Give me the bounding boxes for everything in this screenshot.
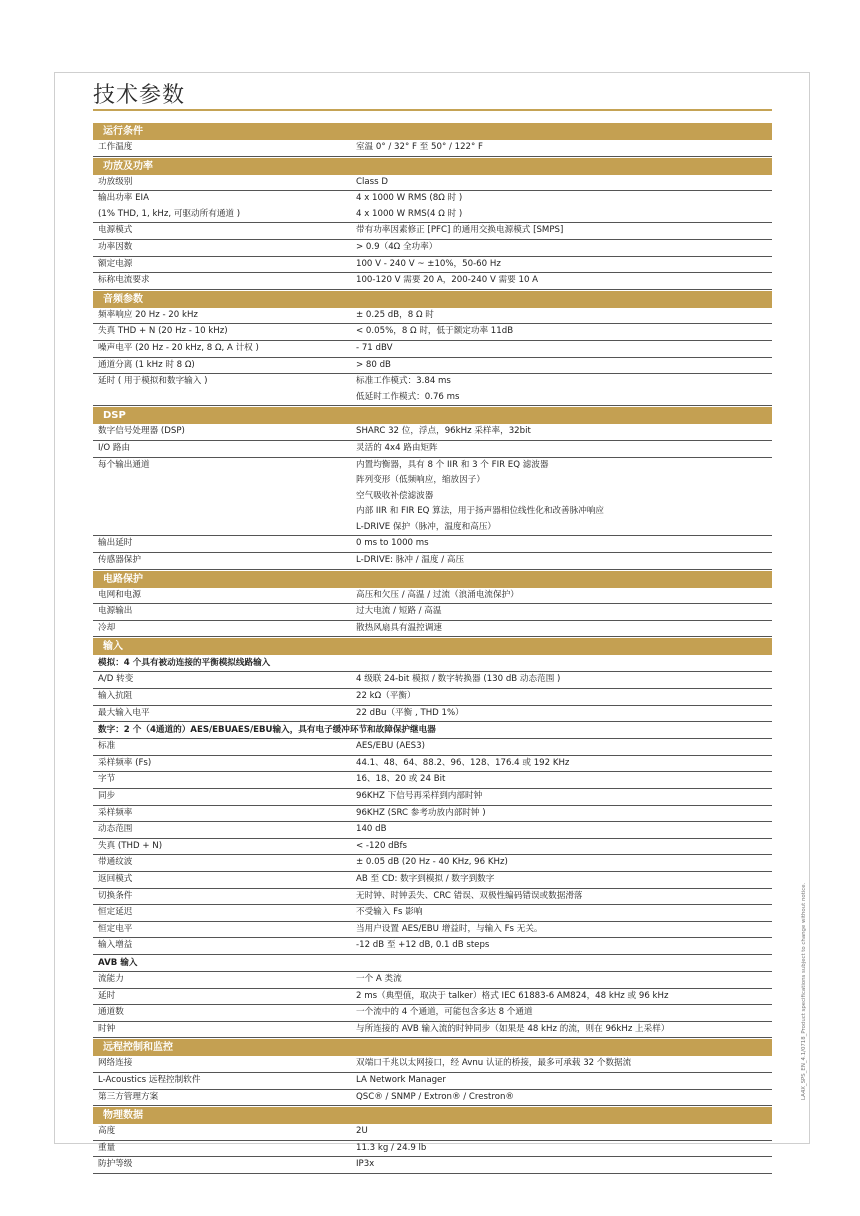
spec-value (356, 922, 772, 938)
spec-value-line: Class D (356, 176, 388, 187)
spec-label-line: 动态范围 (98, 824, 133, 835)
spec-label-line: 恒定电平 (98, 923, 133, 934)
spec-value-line: 140 dB (356, 824, 387, 835)
spec-value-line: 16、18、20 或 24 Bit (356, 774, 446, 785)
spec-row (93, 689, 772, 706)
spec-label-line: 标准 (98, 741, 116, 752)
spec-label (93, 672, 356, 688)
spec-label (93, 989, 356, 1005)
spec-row (93, 839, 772, 856)
spec-value (356, 604, 772, 620)
spec-value-line: AES/EBU (AES3) (356, 741, 425, 752)
spec-value-line: 22 kΩ（平衡） (356, 691, 416, 702)
spec-label-line: 网络连接 (98, 1058, 133, 1069)
spec-row (93, 905, 772, 922)
spec-label-line: 标称电流要求 (98, 275, 150, 286)
spec-value (356, 441, 772, 457)
subsection-header: AVB 输入 (93, 955, 772, 972)
spec-label-line: 失真 (THD + N) (98, 840, 163, 851)
spec-value-line: 4 级联 24-bit 模拟 / 数字转换器 (130 dB 动态范围 ) (356, 674, 561, 685)
spec-label-line: (1% THD, 1, kHz, 可驱动所有通道 ) (98, 208, 241, 219)
spec-value-line: IP3x (356, 1159, 375, 1170)
spec-row (93, 1090, 772, 1107)
spec-value (356, 855, 772, 871)
spec-label-line: 流能力 (98, 973, 124, 984)
spec-row (93, 374, 772, 406)
spec-row (93, 458, 772, 537)
spec-value (356, 536, 772, 552)
spec-label-line: I/O 路由 (98, 442, 131, 453)
spec-row (93, 308, 772, 325)
spec-row (93, 536, 772, 553)
spec-value-line: 低延时工作模式：0.76 ms (356, 391, 460, 402)
spec-label-line: 采样频率 (98, 807, 133, 818)
spec-label-line: 恒定延迟 (98, 907, 133, 918)
spec-value (356, 706, 772, 722)
spec-row (93, 358, 772, 375)
spec-value (356, 872, 772, 888)
spec-label (93, 1073, 356, 1089)
spec-value-line: 与所连接的 AVB 输入流的时钟同步（如果是 48 kHz 的流，则在 96kHz 上采样） (356, 1023, 670, 1034)
spec-value-line: 一个 A 类流 (356, 973, 402, 984)
spec-value-line: 100 V - 240 V ~ ±10%，50-60 Hz (356, 258, 501, 269)
spec-label-line: 功率因数 (98, 241, 133, 252)
spec-value (356, 756, 772, 772)
spec-value-line: 带有功率因素修正 [PFC] 的通用交换电源模式 [SMPS] (356, 225, 564, 236)
spec-label-line: 频率响应 20 Hz - 20 kHz (98, 309, 198, 320)
spec-row (93, 1124, 772, 1141)
spec-label (93, 706, 356, 722)
spec-row (93, 424, 772, 441)
spec-sheet (93, 122, 772, 1174)
spec-value (356, 223, 772, 239)
spec-label (93, 905, 356, 921)
spec-label (93, 839, 356, 855)
spec-label (93, 341, 356, 357)
spec-value-line: < 0.05%，8 Ω 时，低于额定功率 11dB (356, 326, 514, 337)
spec-label-line: 失真 THD + N (20 Hz - 10 kHz) (98, 326, 228, 337)
spec-value-line: 22 dBu（平衡 , THD 1%） (356, 707, 464, 718)
spec-row (93, 191, 772, 223)
spec-value (356, 938, 772, 954)
spec-value (356, 1073, 772, 1089)
spec-value-line: 室温 0° / 32° F 至 50° / 122° F (356, 142, 483, 152)
spec-label-line: 数字信号处理器 (DSP) (98, 426, 185, 437)
spec-row (93, 706, 772, 723)
spec-row (93, 257, 772, 274)
spec-value (356, 806, 772, 822)
spec-label (93, 374, 356, 405)
spec-value (356, 672, 772, 688)
spec-row (93, 273, 772, 290)
spec-label (93, 553, 356, 569)
spec-value (356, 889, 772, 905)
section-header: 远程控制和监控 (93, 1039, 772, 1056)
side-note: LA4X_SPS_EN_4.1/0718_Product specifications subject to change without notice. (801, 882, 807, 1100)
spec-label (93, 972, 356, 988)
spec-row (93, 872, 772, 889)
spec-row (93, 739, 772, 756)
spec-label (93, 441, 356, 457)
spec-label-line: A/D 转变 (98, 674, 134, 685)
spec-label (93, 822, 356, 838)
spec-value-line: 过大电流 / 短路 / 高温 (356, 606, 442, 617)
spec-row (93, 989, 772, 1006)
spec-value-line: 0 ms to 1000 ms (356, 538, 429, 549)
spec-value-line: 一个流中的 4 个通道，可能包含多达 8 个通道 (356, 1007, 533, 1018)
spec-label-line: 延时 ( 用于模拟和数字输入 ) (98, 376, 208, 387)
spec-value (356, 772, 772, 788)
spec-label (93, 358, 356, 374)
spec-value-line: 不受输入 Fs 影响 (356, 907, 423, 918)
spec-value-line: QSC® / SNMP / Extron® / Crestron® (356, 1091, 515, 1102)
spec-row (93, 1141, 772, 1158)
spec-label (93, 872, 356, 888)
spec-value (356, 789, 772, 805)
spec-row (93, 240, 772, 257)
spec-row (93, 938, 772, 955)
spec-label (93, 772, 356, 788)
spec-label (93, 424, 356, 440)
spec-value (356, 458, 772, 536)
spec-row (93, 889, 772, 906)
spec-row (93, 441, 772, 458)
spec-value-line: 2 ms（典型值，取决于 talker）格式 IEC 61883-6 AM824，48 kHz 或 96 kHz (356, 990, 669, 1001)
spec-value-line: 标准工作模式：3.84 ms (356, 376, 451, 387)
spec-row (93, 922, 772, 939)
section-header: 电路保护 (93, 571, 772, 588)
spec-label (93, 1141, 356, 1157)
spec-value-line: 96KHZ 下信号再采样到内部时钟 (356, 791, 483, 801)
spec-row (93, 756, 772, 773)
spec-value (356, 905, 772, 921)
spec-label (93, 191, 356, 222)
spec-row (93, 1073, 772, 1090)
spec-label-line: 通道数 (98, 1007, 124, 1018)
spec-label-line: L-Acoustics 远程控制软件 (98, 1074, 201, 1085)
spec-value-line: SHARC 32 位，浮点，96kHz 采样率，32bit (356, 426, 531, 437)
spec-value (356, 1022, 772, 1038)
spec-value (356, 621, 772, 637)
spec-value (356, 839, 772, 855)
spec-label (93, 922, 356, 938)
spec-value (356, 739, 772, 755)
spec-value (356, 324, 772, 340)
spec-label-line: 功放级别 (98, 176, 133, 187)
spec-row (93, 772, 772, 789)
spec-label (93, 458, 356, 536)
spec-label (93, 806, 356, 822)
spec-value-line: 96KHZ (SRC 参考功放内部时钟 ) (356, 807, 486, 818)
spec-value-line: 空气吸收补偿滤波器 (356, 490, 434, 501)
section-header: 音频参数 (93, 291, 772, 308)
subsection-header: 数字：2 个（4通道的）AES/EBUAES/EBU输入，具有电子缓冲环节和故障保护继电器 (93, 722, 772, 739)
spec-value (356, 972, 772, 988)
spec-label-line: 通道分离 (1 kHz 时 8 Ω) (98, 359, 195, 370)
title-rule (93, 109, 772, 111)
spec-label (93, 756, 356, 772)
spec-value-line: -12 dB 至 +12 dB, 0.1 dB steps (356, 940, 490, 951)
spec-row (93, 175, 772, 192)
spec-label (93, 1005, 356, 1021)
spec-label-line: 电网和电源 (98, 589, 141, 600)
spec-row (93, 822, 772, 839)
spec-row (93, 324, 772, 341)
spec-value-line: 阵列变形（低频响应，缩放因子） (356, 475, 485, 486)
spec-label (93, 739, 356, 755)
spec-value-line: L-DRIVE: 脉冲 / 温度 / 高压 (356, 555, 465, 566)
section-header: 物理数据 (93, 1107, 772, 1124)
spec-label-line: 输入增益 (98, 940, 133, 951)
spec-row (93, 855, 772, 872)
spec-value (356, 191, 772, 222)
spec-label-line: 第三方管理方案 (98, 1091, 159, 1102)
section-header: DSP (93, 407, 772, 424)
spec-value-line: 4 x 1000 W RMS (8Ω 时 ) (356, 193, 463, 204)
spec-label-line: 返回模式 (98, 873, 133, 884)
spec-value-line: 4 x 1000 W RMS(4 Ω 时 ) (356, 208, 463, 219)
spec-label (93, 1090, 356, 1106)
spec-row (93, 588, 772, 605)
spec-value-line: ± 0.05 dB (20 Hz - 40 KHz, 96 KHz) (356, 857, 508, 868)
spec-label-line: 噪声电平 (20 Hz - 20 kHz, 8 Ω, A 计权 ) (98, 342, 259, 353)
spec-label (93, 689, 356, 705)
spec-value-line: AB 至 CD: 数字到模拟 / 数字到数字 (356, 873, 495, 884)
spec-value (356, 553, 772, 569)
spec-value (356, 140, 772, 156)
spec-label-line: 同步 (98, 791, 116, 801)
spec-value-line: 当用户设置 AES/EBU 增益时，与输入 Fs 无关。 (356, 923, 543, 934)
spec-value (356, 989, 772, 1005)
spec-value-line: - 71 dBV (356, 342, 393, 353)
spec-value-line: 灵活的 4x4 路由矩阵 (356, 442, 438, 453)
spec-value (356, 1124, 772, 1140)
spec-row (93, 621, 772, 638)
spec-label (93, 536, 356, 552)
spec-label-line: 输入抗阻 (98, 691, 133, 702)
spec-label (93, 604, 356, 620)
spec-label-line: 高度 (98, 1126, 116, 1137)
spec-row (93, 1005, 772, 1022)
spec-row (93, 789, 772, 806)
spec-value (356, 273, 772, 289)
page-title: 技术参数 (93, 83, 186, 108)
spec-label-line: 重量 (98, 1142, 116, 1153)
spec-value (356, 822, 772, 838)
section-header: 功放及功率 (93, 158, 772, 175)
spec-row (93, 223, 772, 240)
spec-row (93, 1157, 772, 1174)
spec-value (356, 588, 772, 604)
spec-label-line: 冷却 (98, 622, 116, 633)
spec-row (93, 604, 772, 621)
section-header: 输入 (93, 638, 772, 655)
spec-value (356, 689, 772, 705)
spec-label-line: 防护等级 (98, 1159, 133, 1170)
spec-label (93, 621, 356, 637)
spec-value-line: 双端口千兆以太网接口，经 Avnu 认证的桥接，最多可承载 32 个数据流 (356, 1058, 632, 1069)
spec-row (93, 1022, 772, 1039)
spec-label-line: 切换条件 (98, 890, 133, 901)
spec-label-line: 工作温度 (98, 142, 133, 152)
spec-label (93, 324, 356, 340)
spec-label (93, 273, 356, 289)
spec-value-line: 11.3 kg / 24.9 lb (356, 1142, 427, 1153)
spec-value-line: > 0.9（4Ω 全功率） (356, 241, 438, 252)
spec-value-line: 44.1、48、64、88.2、96、128、176.4 或 192 KHz (356, 757, 570, 768)
spec-label (93, 1124, 356, 1140)
spec-row (93, 140, 772, 157)
spec-value-line: 散热风扇具有温控调速 (356, 622, 442, 633)
spec-value (356, 1056, 772, 1072)
spec-label (93, 855, 356, 871)
spec-label-line: 电源模式 (98, 225, 133, 236)
spec-label (93, 223, 356, 239)
spec-value (356, 424, 772, 440)
spec-row (93, 806, 772, 823)
spec-label (93, 588, 356, 604)
spec-label-line: 输出功率 EIA (98, 193, 149, 204)
spec-label-line: 延时 (98, 990, 116, 1001)
spec-label (93, 889, 356, 905)
spec-label-line: 时钟 (98, 1023, 116, 1034)
spec-value (356, 240, 772, 256)
spec-value (356, 257, 772, 273)
spec-label-line: 带通纹波 (98, 857, 133, 868)
spec-row (93, 553, 772, 570)
spec-row (93, 672, 772, 689)
spec-value-line: ± 0.25 dB，8 Ω 时 (356, 309, 434, 320)
spec-label (93, 1022, 356, 1038)
spec-value (356, 1005, 772, 1021)
spec-value (356, 308, 772, 324)
subsection-header: 模拟：4 个具有被动连接的平衡模拟线路输入 (93, 655, 772, 672)
spec-label (93, 1157, 356, 1173)
spec-value-line: 2U (356, 1126, 368, 1137)
spec-value (356, 1090, 772, 1106)
spec-value-line: > 80 dB (356, 359, 391, 370)
spec-label (93, 175, 356, 191)
spec-label-line: 输出延时 (98, 538, 133, 549)
spec-label (93, 240, 356, 256)
section-header: 运行条件 (93, 123, 772, 140)
spec-value (356, 1157, 772, 1173)
spec-label (93, 938, 356, 954)
spec-value-line: L-DRIVE 保护（脉冲，温度和高压） (356, 521, 497, 532)
spec-row (93, 341, 772, 358)
spec-label (93, 140, 356, 156)
spec-label-line: 采样频率 (Fs) (98, 757, 152, 768)
spec-label (93, 257, 356, 273)
spec-label-line: 每个输出通道 (98, 459, 150, 470)
spec-value-line: 内部 IIR 和 FIR EQ 算法，用于扬声器相位线性化和改善脉冲响应 (356, 506, 604, 517)
spec-label (93, 1056, 356, 1072)
spec-label-line: 额定电源 (98, 258, 133, 269)
spec-value (356, 341, 772, 357)
spec-value-line: < -120 dBfs (356, 840, 408, 851)
spec-row (93, 972, 772, 989)
spec-value (356, 358, 772, 374)
spec-value (356, 374, 772, 405)
spec-label-line: 最大输入电平 (98, 707, 150, 718)
spec-value (356, 1141, 772, 1157)
spec-value (356, 175, 772, 191)
spec-value-line: 高压和欠压 / 高温 / 过流（浪涌电流保护） (356, 589, 519, 600)
spec-label-line: 传感器保护 (98, 555, 141, 566)
spec-value-line: 无时钟、时钟丢失、CRC 错误、双极性编码错误或数据滑落 (356, 890, 583, 901)
spec-value-line: 内置均衡器，具有 8 个 IIR 和 3 个 FIR EQ 滤波器 (356, 459, 549, 470)
spec-value-line: 100-120 V 需要 20 A，200-240 V 需要 10 A (356, 275, 539, 286)
spec-label (93, 308, 356, 324)
spec-label-line: 字节 (98, 774, 116, 785)
spec-value-line: LA Network Manager (356, 1074, 446, 1085)
spec-label-line: 电源输出 (98, 606, 133, 617)
spec-row (93, 1056, 772, 1073)
spec-label (93, 789, 356, 805)
